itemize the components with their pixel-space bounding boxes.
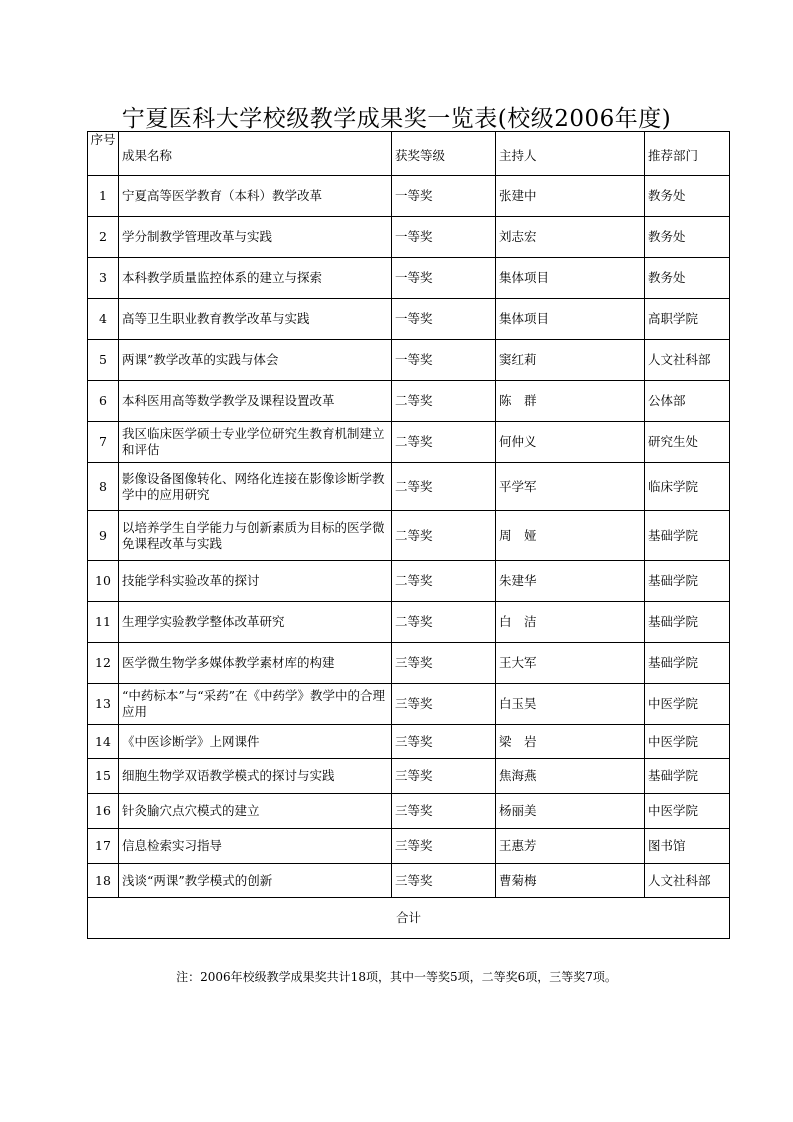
total-row (88, 898, 730, 939)
cell-dept: 基础学院 (645, 561, 730, 602)
cell-host: 白 洁 (496, 602, 645, 643)
cell-name: 我区临床医学硕士专业学位研究生教育机制建立和评估 (119, 422, 392, 463)
cell-index: 13 (88, 684, 119, 725)
cell-dept: 临床学院 (645, 463, 730, 511)
table-row (88, 258, 730, 299)
cell-dept: 基础学院 (645, 602, 730, 643)
cell-level: 一等奖 (392, 340, 496, 381)
cell-name: 影像设备图像转化、网络化连接在影像诊断学教学中的应用研究 (119, 463, 392, 511)
cell-name: 技能学科实验改革的探讨 (119, 561, 392, 602)
cell-name: 学分制教学管理改革与实践 (119, 217, 392, 258)
cell-level: 一等奖 (392, 299, 496, 340)
cell-dept: 基础学院 (645, 511, 730, 561)
cell-name: 高等卫生职业教育教学改革与实践 (119, 299, 392, 340)
cell-host: 陈 群 (496, 381, 645, 422)
table-row (88, 381, 730, 422)
cell-dept: 公体部 (645, 381, 730, 422)
cell-dept: 高职学院 (645, 299, 730, 340)
cell-name: 本科教学质量监控体系的建立与探索 (119, 258, 392, 299)
page-title: 宁夏医科大学校级教学成果奖一览表(校级2006年度) (121, 106, 672, 132)
cell-host: 王惠芳 (496, 829, 645, 864)
cell-host: 刘志宏 (496, 217, 645, 258)
cell-index: 5 (88, 340, 119, 381)
cell-dept: 人文社科部 (645, 864, 730, 898)
cell-name: “中药标本”与“采药”在《中药学》教学中的合理应用 (119, 684, 392, 725)
table-row (88, 643, 730, 684)
cell-index: 16 (88, 794, 119, 829)
cell-level: 三等奖 (392, 829, 496, 864)
cell-level: 三等奖 (392, 759, 496, 794)
cell-level: 一等奖 (392, 176, 496, 217)
cell-index: 1 (88, 176, 119, 217)
cell-name: 《中医诊断学》上网课件 (119, 725, 392, 759)
cell-name: 细胞生物学双语教学模式的探讨与实践 (119, 759, 392, 794)
table-row (88, 602, 730, 643)
cell-dept: 中医学院 (645, 794, 730, 829)
cell-index: 15 (88, 759, 119, 794)
table-row (88, 422, 730, 463)
cell-level: 二等奖 (392, 511, 496, 561)
table-row (88, 511, 730, 561)
cell-host: 曹菊梅 (496, 864, 645, 898)
table-row (88, 340, 730, 381)
cell-host: 集体项目 (496, 299, 645, 340)
cell-dept: 中医学院 (645, 684, 730, 725)
cell-name: 本科医用高等数学教学及课程设置改革 (119, 381, 392, 422)
cell-dept: 图书馆 (645, 829, 730, 864)
cell-name: 信息检索实习指导 (119, 829, 392, 864)
cell-index: 7 (88, 422, 119, 463)
cell-dept: 研究生处 (645, 422, 730, 463)
cell-host: 集体项目 (496, 258, 645, 299)
table-row (88, 864, 730, 898)
cell-index: 2 (88, 217, 119, 258)
table-row (88, 794, 730, 829)
table-row (88, 829, 730, 864)
cell-host: 窦红莉 (496, 340, 645, 381)
cell-index: 10 (88, 561, 119, 602)
header-level: 获奖等级 (392, 132, 496, 176)
cell-level: 二等奖 (392, 602, 496, 643)
cell-level: 二等奖 (392, 561, 496, 602)
cell-index: 14 (88, 725, 119, 759)
cell-index: 18 (88, 864, 119, 898)
cell-name: 生理学实验教学整体改革研究 (119, 602, 392, 643)
table-row (88, 217, 730, 258)
cell-host: 何仲义 (496, 422, 645, 463)
cell-level: 二等奖 (392, 381, 496, 422)
header-dept: 推荐部门 (645, 132, 730, 176)
cell-dept: 基础学院 (645, 643, 730, 684)
cell-index: 3 (88, 258, 119, 299)
cell-name: 宁夏高等医学教育（本科）教学改革 (119, 176, 392, 217)
cell-host: 杨丽美 (496, 794, 645, 829)
cell-host: 张建中 (496, 176, 645, 217)
cell-name: 两课”教学改革的实践与体会 (119, 340, 392, 381)
table-row (88, 463, 730, 511)
cell-dept: 中医学院 (645, 725, 730, 759)
cell-name: 浅谈“两课”教学模式的创新 (119, 864, 392, 898)
header-name: 成果名称 (119, 132, 392, 176)
awards-table (87, 131, 730, 939)
cell-index: 8 (88, 463, 119, 511)
cell-level: 一等奖 (392, 217, 496, 258)
cell-level: 一等奖 (392, 258, 496, 299)
total-label: 合计 (88, 898, 730, 939)
cell-host: 朱建华 (496, 561, 645, 602)
cell-level: 三等奖 (392, 643, 496, 684)
cell-dept: 教务处 (645, 176, 730, 217)
table-row (88, 176, 730, 217)
cell-index: 17 (88, 829, 119, 864)
cell-level: 三等奖 (392, 684, 496, 725)
cell-dept: 教务处 (645, 217, 730, 258)
table-row (88, 299, 730, 340)
cell-dept: 基础学院 (645, 759, 730, 794)
cell-level: 二等奖 (392, 463, 496, 511)
header-host: 主持人 (496, 132, 645, 176)
cell-index: 12 (88, 643, 119, 684)
header-row (88, 132, 730, 176)
cell-host: 平学军 (496, 463, 645, 511)
cell-level: 二等奖 (392, 422, 496, 463)
table-row (88, 725, 730, 759)
table-row (88, 759, 730, 794)
cell-host: 周 娅 (496, 511, 645, 561)
cell-level: 三等奖 (392, 864, 496, 898)
cell-level: 三等奖 (392, 794, 496, 829)
table-row (88, 684, 730, 725)
cell-index: 9 (88, 511, 119, 561)
footnote: 注：2006年校级教学成果奖共计18项，其中一等奖5项，二等奖6项，三等奖7项。 (176, 970, 617, 984)
header-index: 序号 (88, 132, 119, 176)
table-row (88, 561, 730, 602)
cell-level: 三等奖 (392, 725, 496, 759)
cell-host: 王大军 (496, 643, 645, 684)
cell-index: 6 (88, 381, 119, 422)
cell-host: 白玉昊 (496, 684, 645, 725)
cell-dept: 人文社科部 (645, 340, 730, 381)
cell-host: 梁 岩 (496, 725, 645, 759)
cell-name: 针灸腧穴点穴模式的建立 (119, 794, 392, 829)
cell-name: 医学微生物学多媒体教学素材库的构建 (119, 643, 392, 684)
cell-dept: 教务处 (645, 258, 730, 299)
cell-index: 11 (88, 602, 119, 643)
cell-name: 以培养学生自学能力与创新素质为目标的医学微免课程改革与实践 (119, 511, 392, 561)
cell-index: 4 (88, 299, 119, 340)
cell-host: 焦海燕 (496, 759, 645, 794)
